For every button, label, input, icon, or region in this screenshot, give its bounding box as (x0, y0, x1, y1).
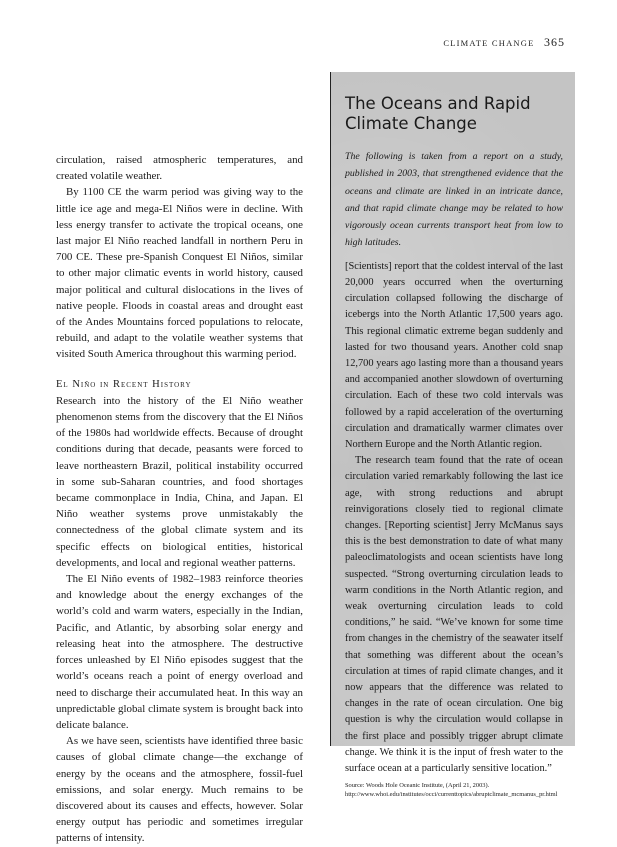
sidebar-intro: The following is taken from a report on a study, published in 2003, that strengthened evidence that the oceans and climate are linked in an intricate dance, and that rapid climate change may be related to how vigorously ocean currents transport heat from low to high latitudes. (345, 151, 563, 249)
running-head-title: CLIMATE CHANGE (443, 38, 535, 48)
page-number: 365 (544, 35, 565, 49)
sidebar-source: Source: Woods Hole Oceanic Institute, (April 21, 2003). http://www.whoi.edu/institutes/occi/currenttopics/abruptclimate_mcmanus_pr.html (345, 782, 558, 799)
main-paragraph-5: As we have seen, scientists have identified three basic causes of global climate change—the exchange of energy by the oceans and the atmosphere, fossil-fuel emissions, and solar energy. Much remains to be discovered about its causes and effects, however. Solar energy output has periodic and sometimes irregular patterns of intensity. (56, 735, 303, 845)
main-column (56, 152, 303, 847)
main-paragraph-1: circulation, raised atmospheric temperatures, and created volatile weather. (56, 154, 303, 183)
section-heading: El Niño in Recent History (56, 378, 192, 390)
running-head (443, 35, 565, 50)
sidebar-title: The Oceans and Rapid Climate Change (345, 94, 531, 133)
sidebar-paragraph-2: The research team found that the rate of ocean circulation varied remarkably following the last ice age, with strong reductions and abrupt reinvigorations closely tied to regional climate changes. [Reporting scientist] Jerry McManus says this is the best demonstration to date of what many paleoclimatologists and ocean scientists have long suspected. “Strong overturning circulation leads to warm conditions in the North Atlantic region, and weak overturning circulation leads to cold conditions,” he said. “We’ve known for some time from changes in the chemistry of the seawater itself that something was different about the ocean’s circulation at times of rapid climate changes, and it now appears that the difference was related to changes in the rate of ocean circulation. One big question is why the circulation would collapse in the first place and possibly trigger abrupt climate change. We think it is the input of fresh water to the surface ocean at a particularly sensitive location.” (345, 455, 563, 775)
sidebar-box (331, 72, 575, 799)
main-paragraph-2: By 1100 CE the warm period was giving way to the little ice age and mega-El Niños were in decline. With less energy transfer to activate the tropical oceans, one last major El Niño reached landfall in northern Peru in 700 CE. These pre-Spanish Conquest El Niños, similar to other major climatic events in world history, caused major political and cultural dislocations in the lives of native people. Floods in coastal areas and drought east of the Andes Mountains forced populations to relocate, rebuild, and adapt to the volatile weather systems that visited South America throughout this warming period. (56, 186, 303, 361)
sidebar-paragraph-1: [Scientists] report that the coldest interval of the last 20,000 years occurred when the overturning circulation collapsed following the discharge of icebergs into the North Atlantic 17,500 years ago. This regional climatic extreme began suddenly and lasted for two thousand years. Another cold snap 12,700 years ago lasting more than a thousand years and accompanied another slowdown of overturning circulation. Each of these two cold intervals was followed by a rapid acceleration of the overturning circulation and dramatically warmer climates over Northern Europe and the North Atlantic region. (345, 260, 563, 451)
main-paragraph-3: Research into the history of the El Niño weather phenomenon stems from the discovery that the El Niños of the 1980s had worldwide effects. Because of drought conditions during that decade, peasants were forced to leave northeastern Brazil, political instability occurred in some sub-Saharan countries, and food shortages became commonplace in India, China, and Japan. El Niño weather systems prove unmistakably the connectedness of the global climate system and its specific effects on biological entities, historical developments, and local and regional weather patterns. (56, 394, 303, 569)
sidebar-body (345, 259, 563, 778)
main-paragraph-4: The El Niño events of 1982–1983 reinforce theories and knowledge about the energy exchanges of the world’s cold and warm waters, especially in the Indian, Pacific, and Atlantic, by absorbing solar energy and releasing heat into the atmosphere. The destructive forces unleashed by El Niño episodes suggest that the world’s oceans reach a point of energy overload and need to discharge their accumulated heat. In this way an unpredictable global climate system is brought back into delicate balance. (56, 573, 303, 731)
sidebar-content (345, 94, 563, 799)
